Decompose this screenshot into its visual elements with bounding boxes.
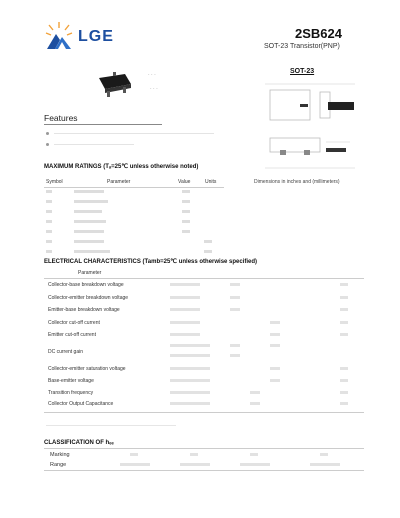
max-ratings-col-parameter: Parameter bbox=[107, 179, 131, 185]
electrical-row: Transition frequency bbox=[48, 390, 94, 396]
electrical-row: Base-emitter voltage bbox=[48, 378, 94, 384]
electrical-row: Collector Output Capacitance bbox=[48, 401, 114, 407]
part-subtitle: SOT-23 Transistor(PNP) bbox=[264, 43, 340, 50]
electrical-row: Emitter cut-off current bbox=[48, 332, 96, 338]
transistor-image bbox=[95, 70, 135, 100]
dimensions-caption: Dimensions in inches and (millimeters) bbox=[254, 179, 340, 185]
electrical-heading: ELECTRICAL CHARACTERISTICS (Tamb=25℃ unless otherwise specified) bbox=[44, 259, 258, 265]
electrical-row: Collector-emitter breakdown voltage bbox=[48, 295, 129, 301]
features-rule bbox=[44, 124, 162, 125]
classification-row-label: Marking bbox=[50, 452, 70, 458]
logo-mark-icon bbox=[44, 20, 74, 50]
electrical-row: DC current gain bbox=[48, 349, 84, 355]
max-ratings-col-symbol: Symbol bbox=[46, 179, 63, 185]
classification-values-faint bbox=[120, 452, 360, 468]
part-number: 2SB624 bbox=[295, 26, 342, 41]
features-heading: Features bbox=[44, 113, 78, 123]
electrical-values-faint bbox=[170, 282, 360, 408]
electrical-row: Collector-emitter saturation voltage bbox=[48, 366, 126, 372]
electrical-row: Collector cut-off current bbox=[48, 320, 100, 326]
company-logo bbox=[44, 20, 74, 50]
max-ratings-col-units: Units bbox=[205, 179, 217, 185]
footnote-faint bbox=[46, 425, 176, 426]
electrical-col-parameter: Parameter bbox=[78, 270, 102, 276]
max-ratings-heading: MAXIMUM RATINGS (Tₐ=25℃ unless otherwise noted) bbox=[44, 164, 199, 170]
classification-heading: CLASSIFICATION OF hₑₑ bbox=[44, 440, 114, 446]
logo-text: LGE bbox=[78, 28, 114, 45]
electrical-row: Collector-base breakdown voltage bbox=[48, 282, 124, 288]
electrical-row: Emitter-base breakdown voltage bbox=[48, 307, 120, 313]
max-ratings-col-value: Value bbox=[178, 179, 191, 185]
feature-bullet bbox=[46, 143, 49, 146]
max-ratings-table bbox=[44, 190, 224, 256]
classification-row-label: Range bbox=[50, 462, 67, 468]
package-drawing bbox=[260, 78, 362, 178]
feature-bullet bbox=[46, 132, 49, 135]
package-label: SOT-23 bbox=[290, 68, 315, 75]
